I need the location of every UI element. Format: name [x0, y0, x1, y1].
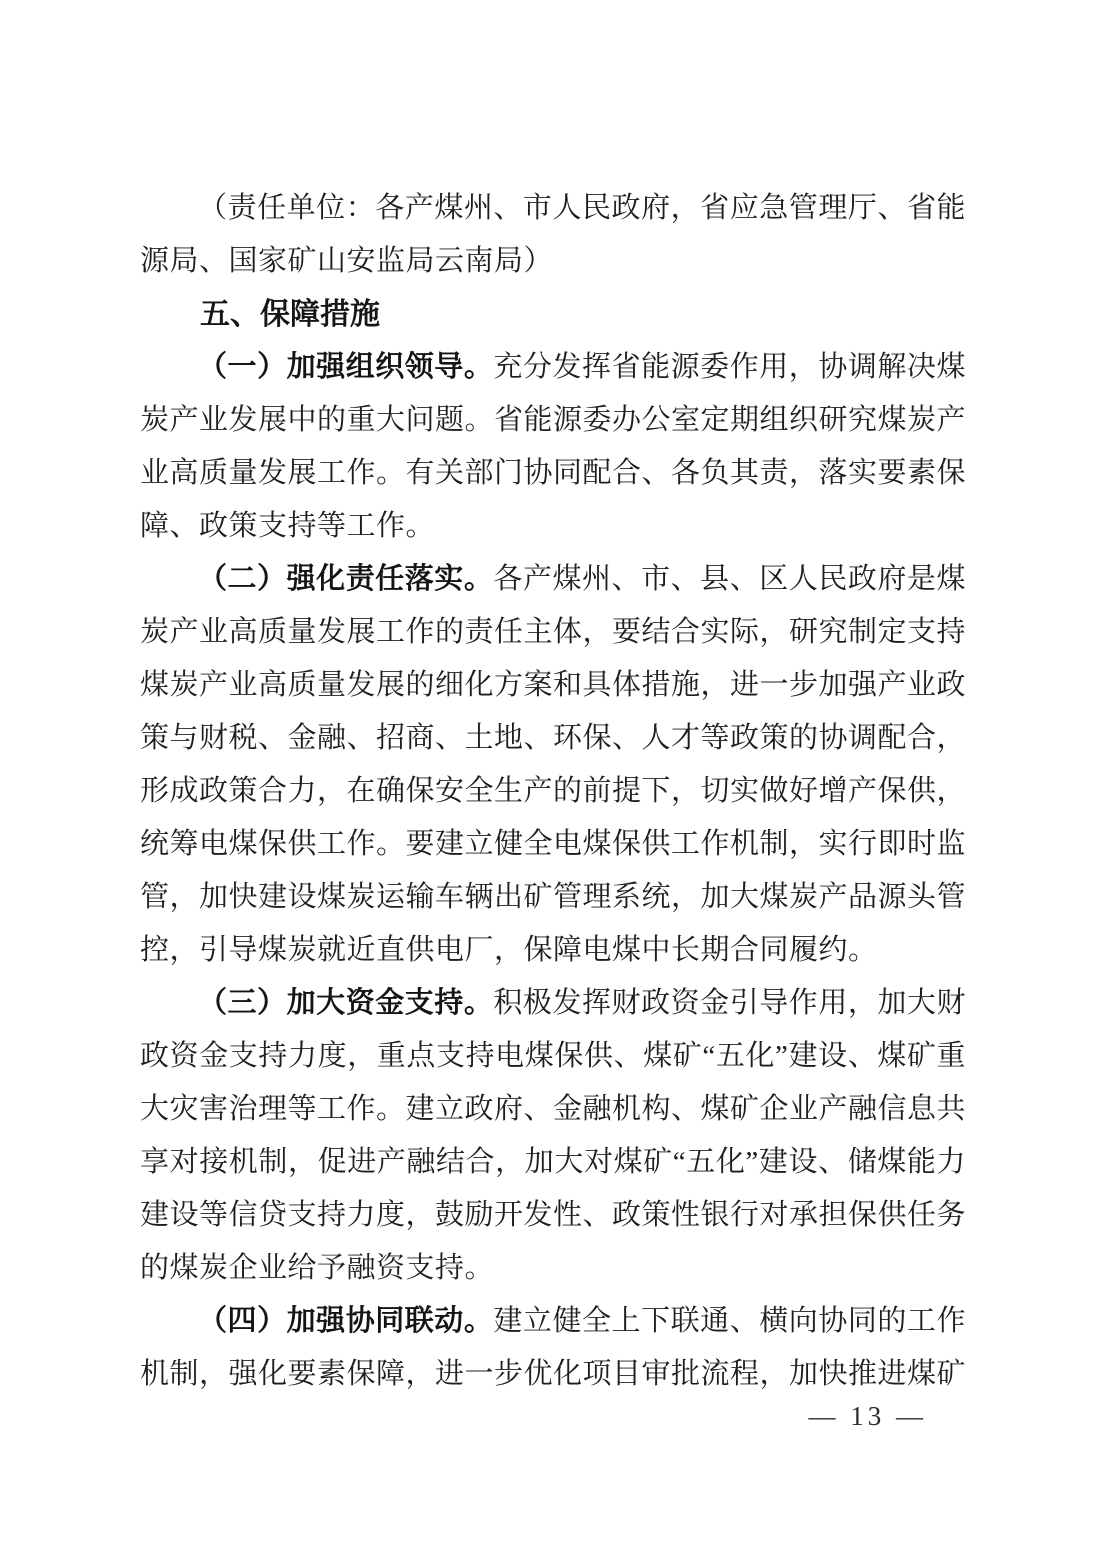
paragraph-item-1 — [140, 341, 966, 553]
paragraph-item-4 — [140, 1295, 966, 1401]
paragraph-item-3-lead: （三）加大资金支持。 — [198, 987, 494, 1019]
paragraph-item-4-text: 建立健全上下联通、横向协同的工作机制，强化要素保障，进一步优化项目审批流程，加快推进煤矿 — [140, 1305, 967, 1390]
paragraph-item-2 — [140, 553, 966, 977]
paragraph-item-4-lead: （四）加强协同联动。 — [198, 1305, 494, 1337]
paragraph-item-2-text: 各产煤州、市、县、区人民政府是煤炭产业高质量发展工作的责任主体，要结合实际，研究制定支持煤炭产业高质量发展的细化方案和具体措施，进一步加强产业政策与财税、金融、招商、土地、环保、人才等政策的协调配合，形成政策合力，在确保安全生产的前提下，切实做好增产保供，统筹电煤保供工作。要建立健全电煤保供工作机制，实行即时监管，加快建设煤炭运输车辆出矿管理系统，加大煤炭产品源头管控，引导煤炭就近直供电厂，保障电煤中长期合同履约。 — [140, 563, 967, 966]
document-body — [140, 182, 966, 1401]
paragraph-item-2-lead: （二）强化责任落实。 — [198, 563, 494, 595]
paragraph-responsible-units: （责任单位：各产煤州、市人民政府，省应急管理厅、省能源局、国家矿山安监局云南局） — [140, 192, 966, 277]
paragraph-item-1-lead: （一）加强组织领导。 — [198, 351, 494, 383]
paragraph-item-3 — [140, 977, 966, 1295]
page-number: — 13 — — [808, 1401, 927, 1431]
section-heading-safeguard-measures: 五、保障措施 — [200, 298, 380, 331]
paragraph-item-3-text: 积极发挥财政资金引导作用，加大财政资金支持力度，重点支持电煤保供、煤矿“五化”建设、煤矿重大灾害治理等工作。建立政府、金融机构、煤矿企业产融信息共享对接机制，促进产融结合，加大对煤矿“五化”建设、储煤能力建设等信贷支持力度，鼓励开发性、政策性银行对承担保供任务的煤炭企业给予融资支持。 — [140, 987, 967, 1284]
paragraph-item-1-text: 充分发挥省能源委作用，协调解决煤炭产业发展中的重大问题。省能源委办公室定期组织研究煤炭产业高质量发展工作。有关部门协同配合、各负其责，落实要素保障、政策支持等工作。 — [140, 351, 967, 542]
